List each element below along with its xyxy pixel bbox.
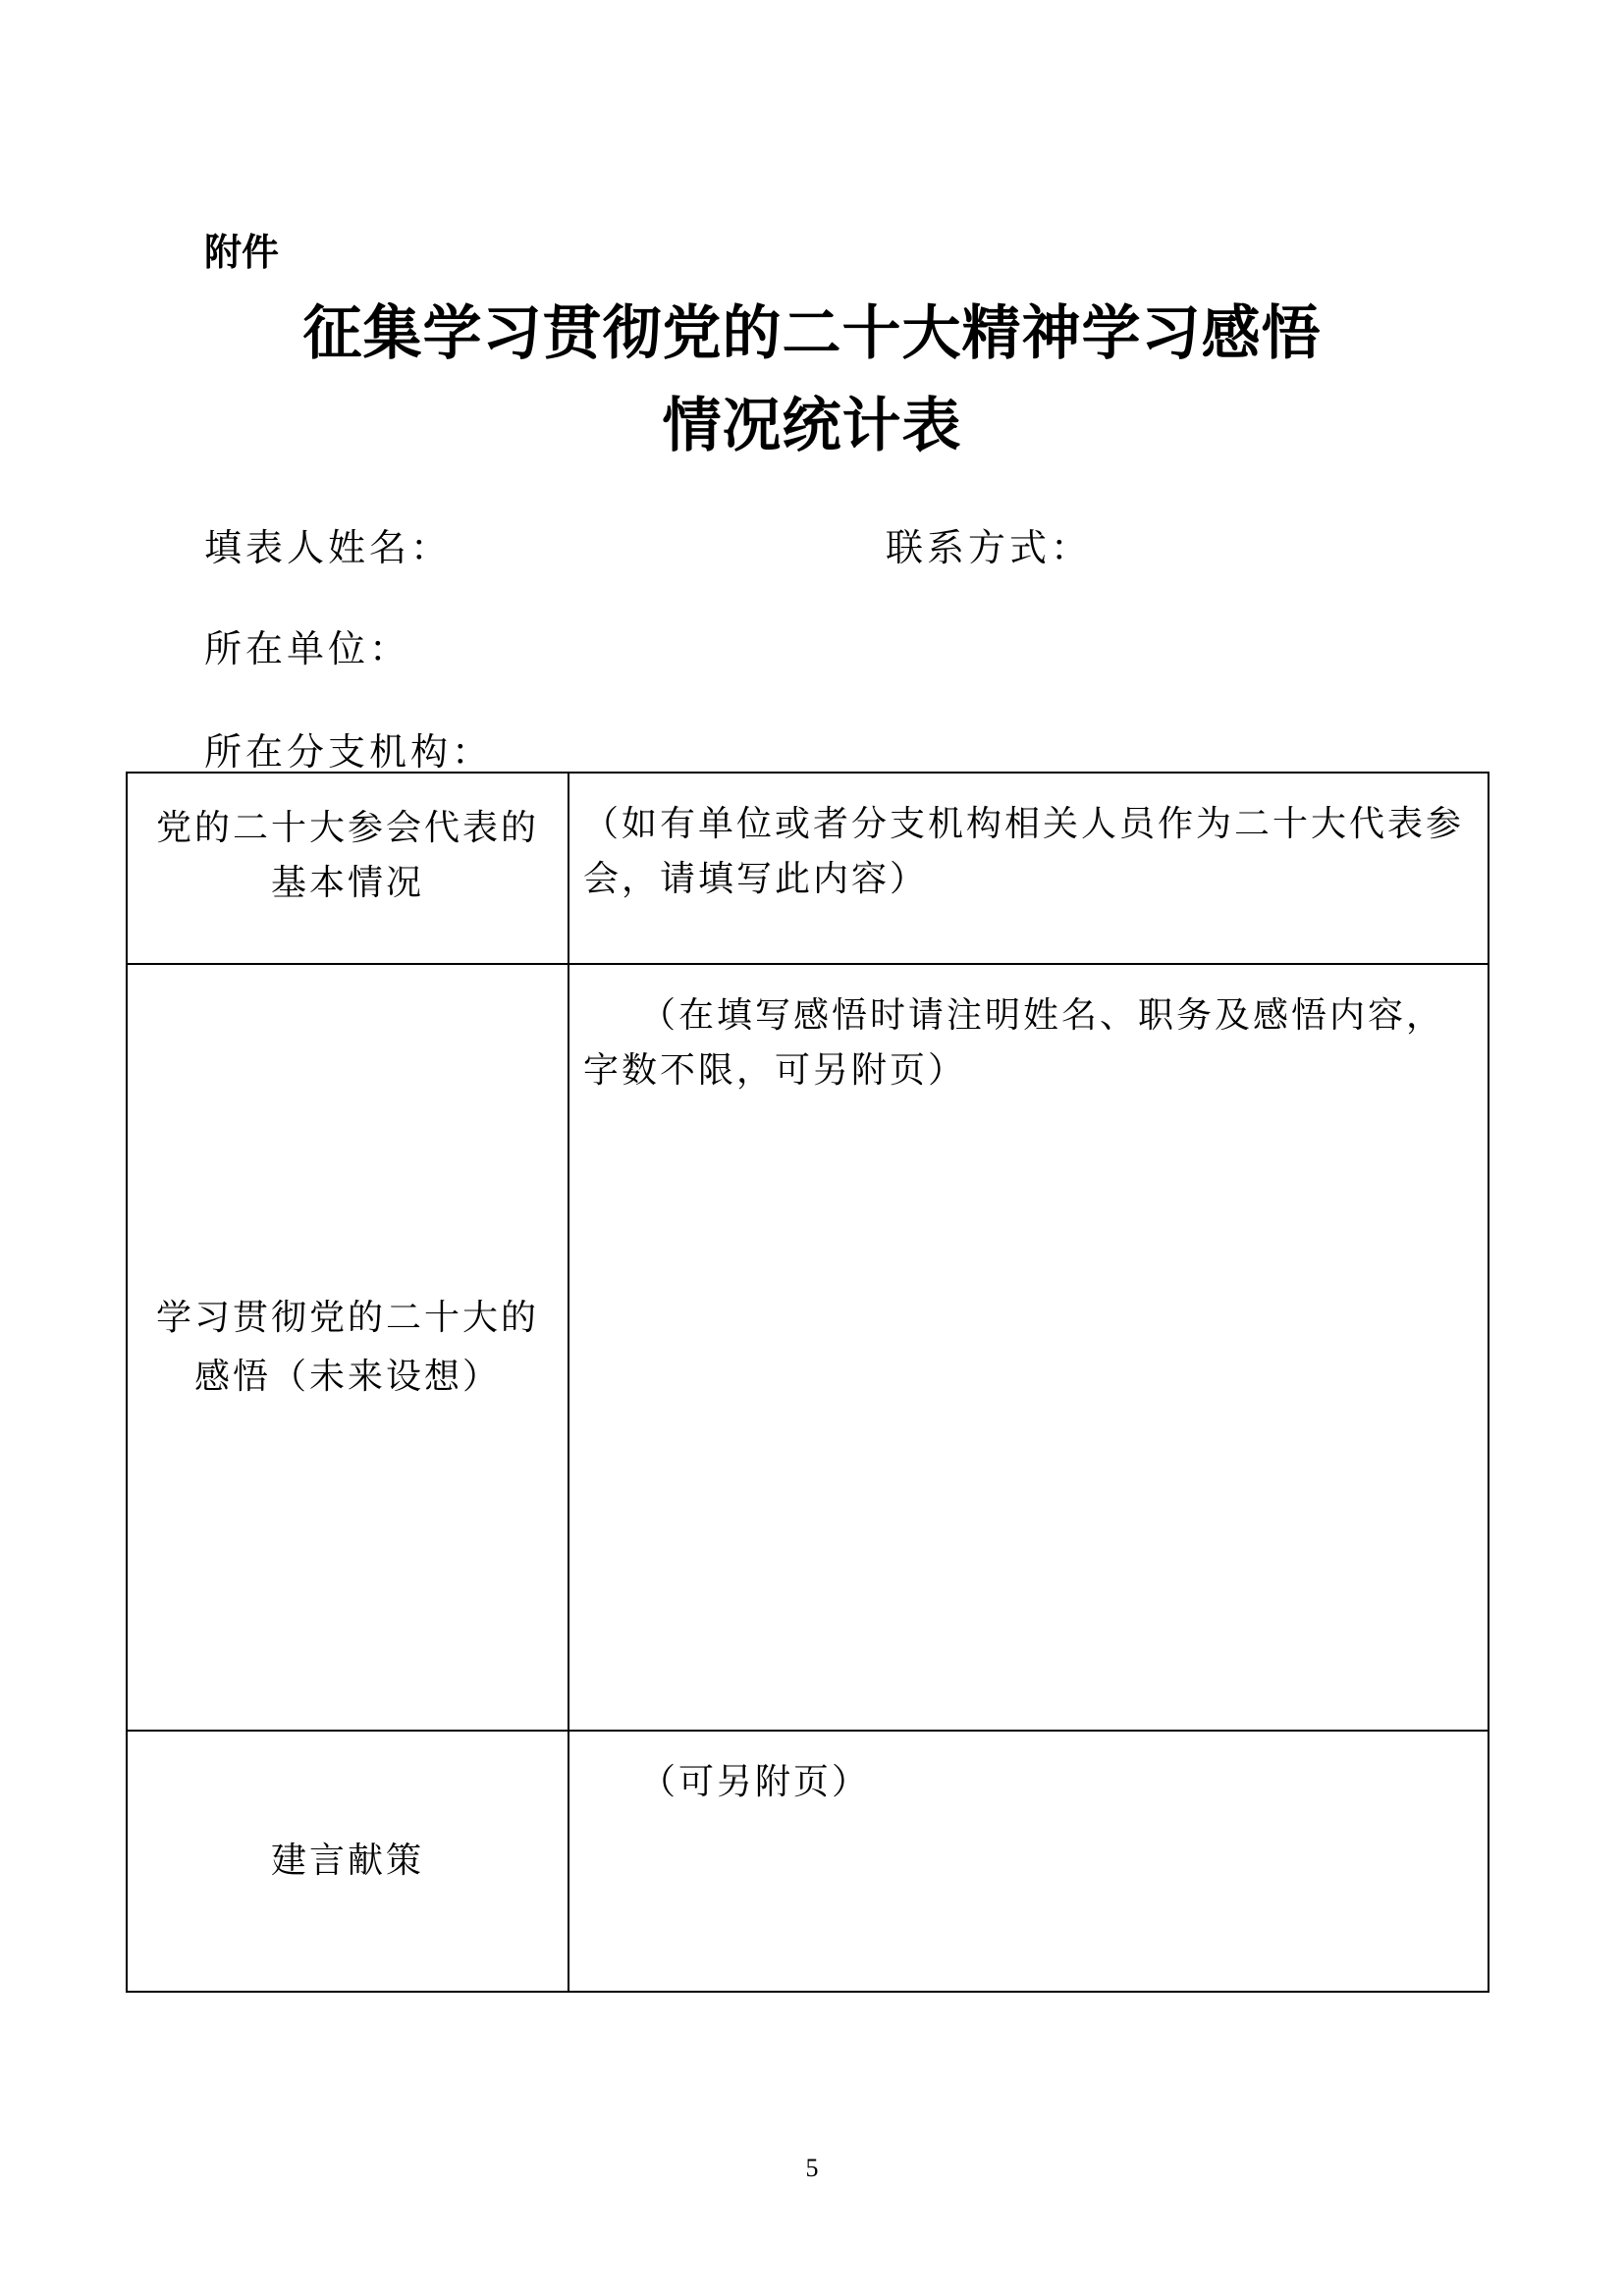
attachment-label: 附件 — [204, 231, 280, 274]
table-row — [127, 1731, 1489, 1992]
delegate-info-label: 党的二十大参会代表的基本情况 — [127, 773, 568, 964]
suggestions-hint-text: （可另附页） — [640, 1762, 871, 1802]
unit-field[interactable]: 所在单位： — [204, 627, 411, 670]
page-number: 5 — [805, 2154, 819, 2182]
suggestions-content[interactable] — [568, 1731, 1489, 1992]
statistics-form-table — [126, 772, 1489, 1993]
insights-label: 学习贯彻党的二十大的感悟（未来设想） — [127, 964, 568, 1731]
document-title-line-2: 情况统计表 — [662, 392, 962, 460]
suggestions-label: 建言献策 — [127, 1731, 568, 1992]
contact-field[interactable]: 联系方式： — [886, 526, 1093, 569]
delegate-info-content[interactable]: （如有单位或者分支机构相关人员作为二十大代表参会，请填写此内容） — [568, 773, 1489, 964]
branch-field[interactable]: 所在分支机构： — [204, 730, 494, 774]
insights-content[interactable] — [568, 964, 1489, 1731]
table-row — [127, 964, 1489, 1731]
insights-hint-text: （在填写感悟时请注明姓名、职务及感悟内容，字数不限，可另附页） — [583, 995, 1445, 1091]
filler-name-field[interactable]: 填表人姓名： — [204, 526, 453, 569]
table-row — [127, 773, 1489, 964]
document-title-line-1: 征集学习贯彻党的二十大精神学习感悟 — [302, 299, 1322, 368]
